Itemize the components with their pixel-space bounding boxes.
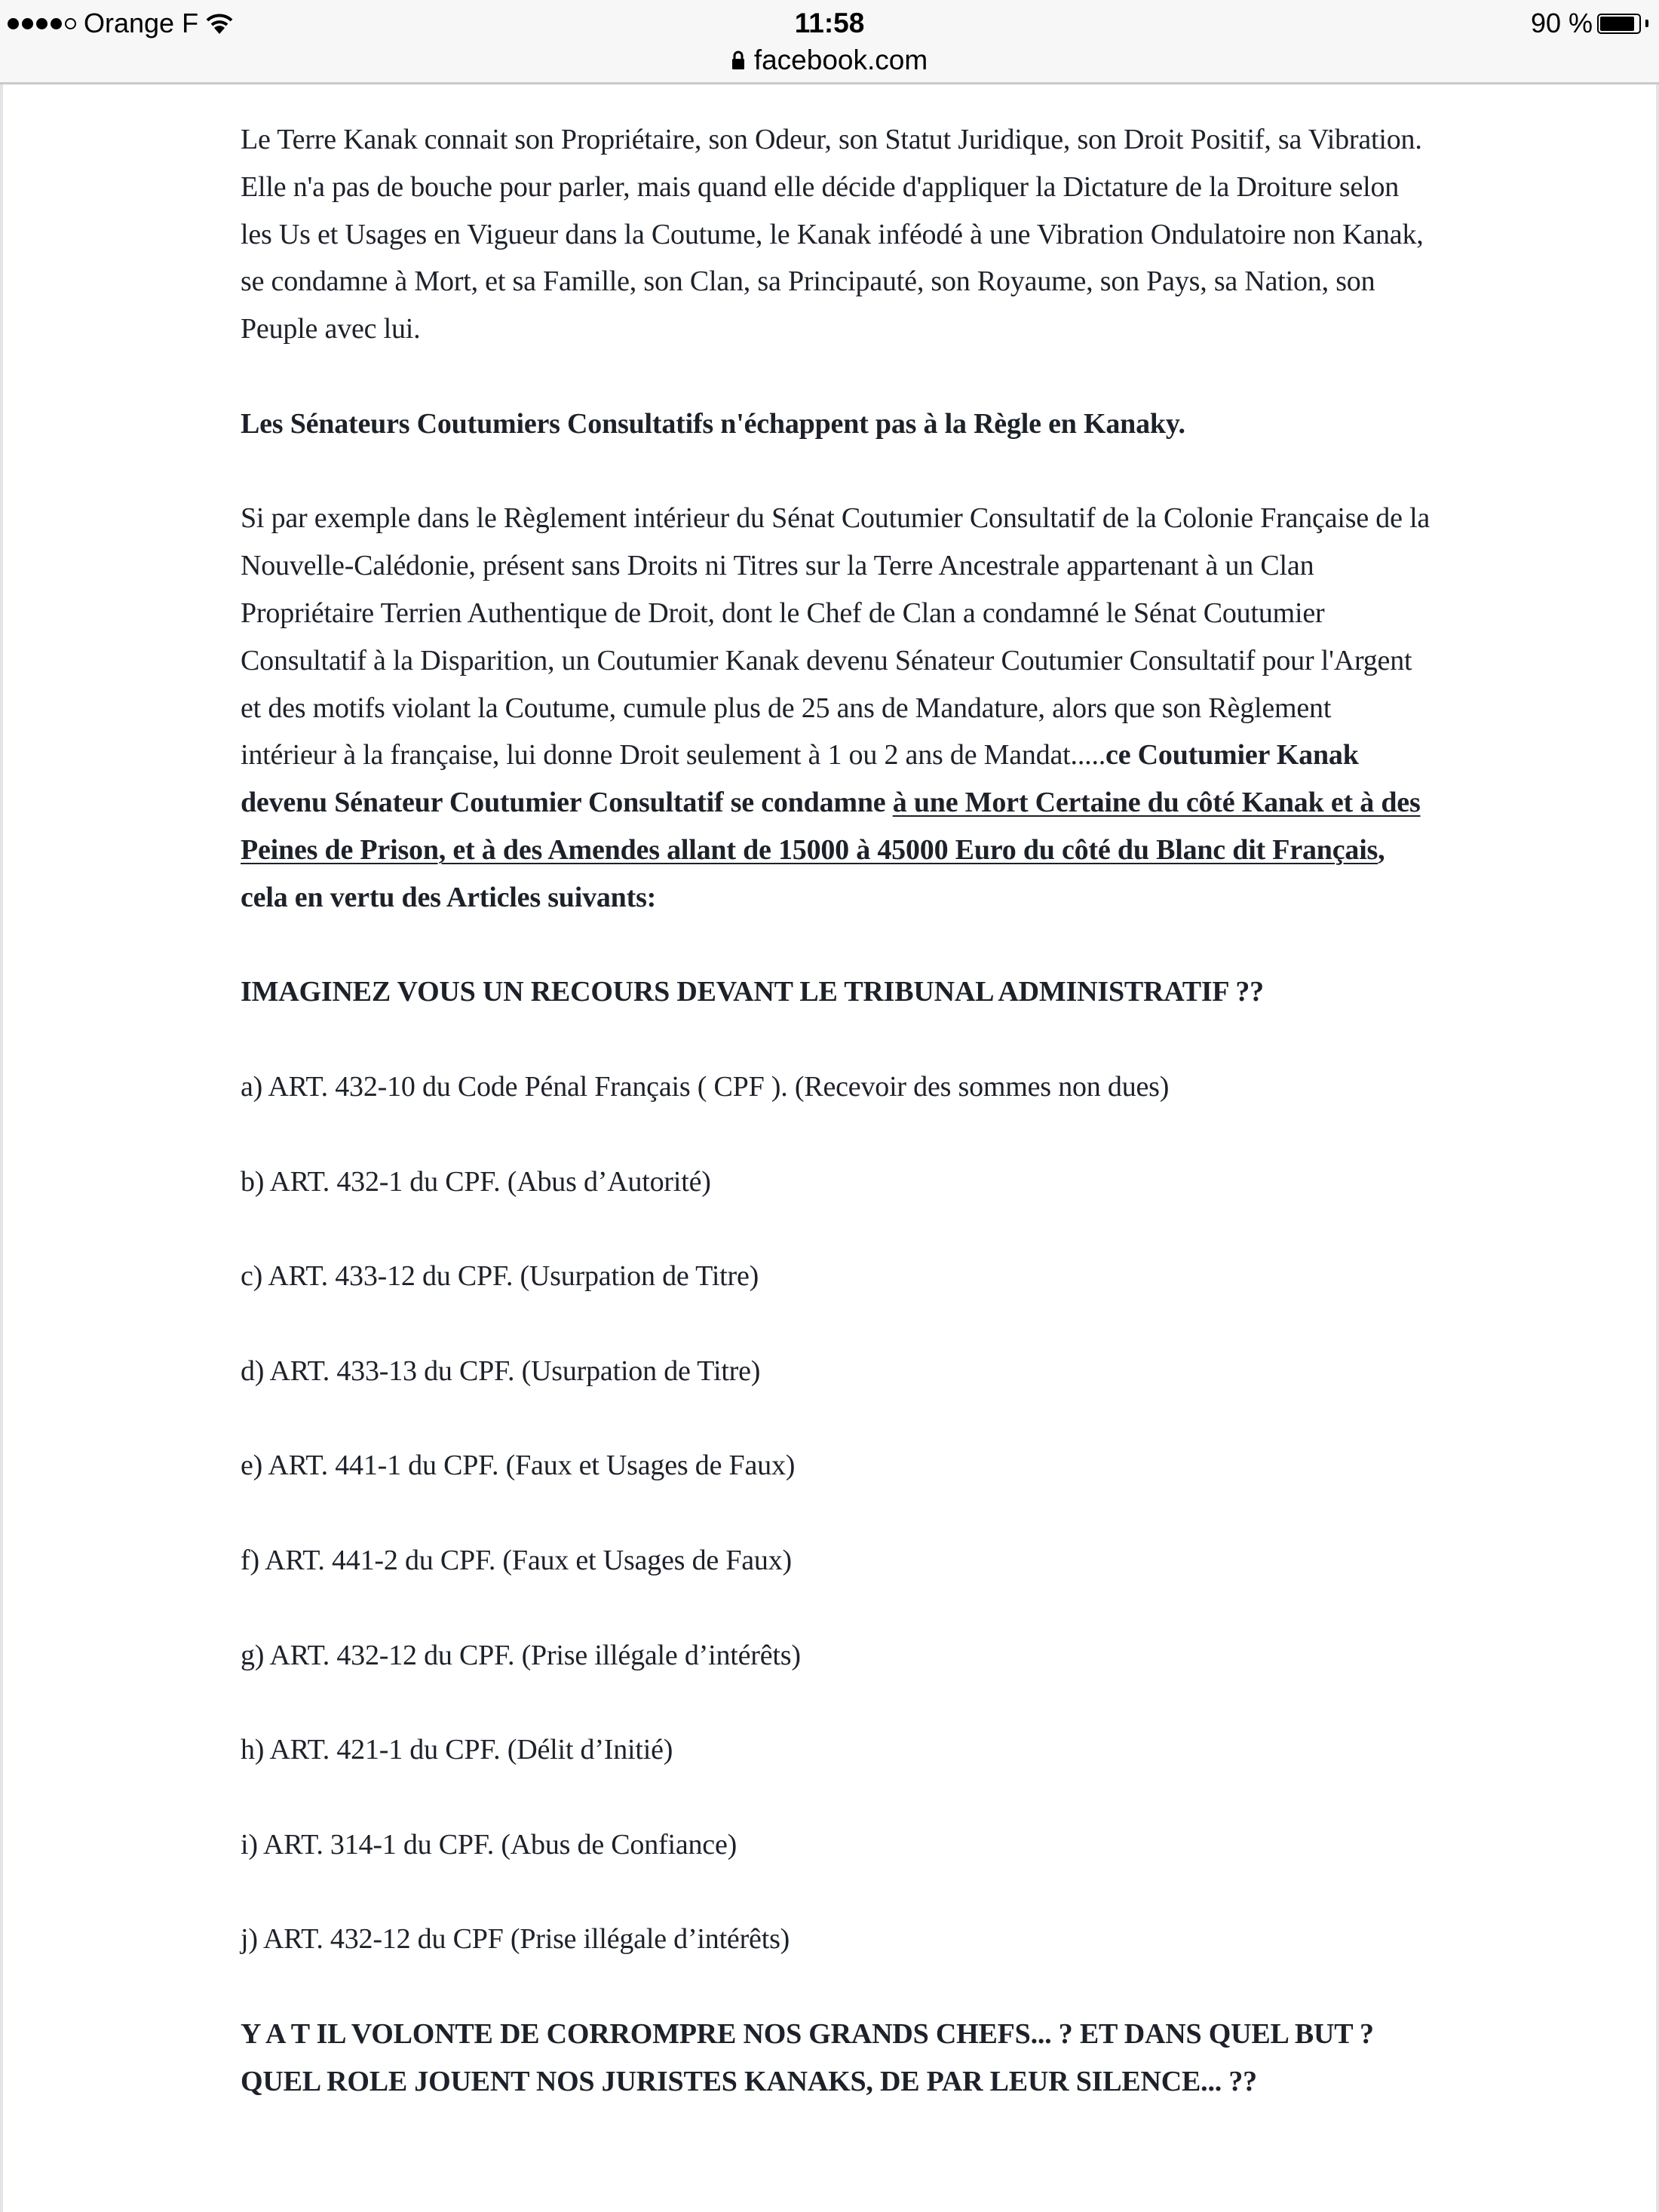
battery-icon xyxy=(1597,14,1641,34)
list-item: i) ART. 314-1 du CPF. (Abus de Confiance) xyxy=(241,1828,738,1861)
battery-tip xyxy=(1645,20,1648,27)
list-item: j) ART. 432-12 du CPF (Prise illégale d’intérêts) xyxy=(241,1923,790,1956)
heading-tribunal xyxy=(241,968,1432,1016)
paragraph-land: Le Terre Kanak connait son Propriétaire, son Odeur, son Statut Juridique, son Droit Positif, sa Vibration. Elle n'a pas de bouche pour parler, mais quand elle décide d'appliquer la Dictature de la Droiture selon les Us et Usages en Vigueur dans la Coutume, le Kanak inféodé à une Vibration Ondulatoire non Kanak, se condamne à Mort, et sa Famille, son Clan, sa Principauté, son Royaume, son Pays, sa Nation, son Peuple avec lui. xyxy=(241,124,1424,345)
heading-senators xyxy=(241,400,1432,448)
ios-status-bar xyxy=(0,0,1659,84)
address-bar[interactable] xyxy=(0,44,1659,77)
articles-list xyxy=(241,1063,1432,1963)
heading-question xyxy=(241,2011,1432,2106)
list-item: g) ART. 432-12 du CPF. (Prise illégale d’intérêts) xyxy=(241,1639,801,1671)
list-item: e) ART. 441-1 du CPF. (Faux et Usages de Faux) xyxy=(241,1450,796,1482)
heading-question-text: Y A T IL VOLONTE DE CORROMPRE NOS GRANDS CHEFS... ? ET DANS QUEL BUT ? QUEL ROLE JOUENT NOS JURISTES KANAKS, DE PAR LEUR SILENCE... ?? xyxy=(241,2017,1374,2097)
bold-condemnation: ce Coutumier Kanak devenu Sénateur Coutumier Consultatif se condamne xyxy=(241,739,1359,819)
battery-percent: 90 % xyxy=(1530,8,1593,38)
paragraph-example-text: Si par exemple dans le Règlement intérieur du Sénat Coutumier Consultatif de la Colonie Française de la Nouvelle-Calédonie, présent sans Droits ni Titres sur la Terre Ancestrale appartenant à un Clan Propriétaire Terrien Authentique de Droit, dont le Chef de Clan a condamné le Sénat Coutumier Consultatif à la Disparition, un Coutumier Kanak devenu Sénateur Coutumier Consultatif pour l'Argent et des motifs violant la Coutume, cumule plus de 25 ans de Mandature, alors que son Règlement intérieur à la française, lui donne Droit seulement à 1 ou 2 ans de Mandat..... xyxy=(241,502,1431,772)
battery-level-fill xyxy=(1600,17,1634,31)
lock-icon xyxy=(731,51,745,70)
list-item: a) ART. 432-10 du Code Pénal Français ( CPF ). (Recevoir des sommes non dues) xyxy=(241,1070,1170,1103)
underlined-penalties: à une Mort Certaine du côté Kanak et à des Peines de Prison, et à des Amendes allant de 15000 à 45000 Euro du côté du Blanc dit Français xyxy=(241,787,1421,866)
list-item: h) ART. 421-1 du CPF. (Délit d’Initié) xyxy=(241,1734,673,1766)
list-item: f) ART. 441-2 du CPF. (Faux et Usages de Faux) xyxy=(241,1544,792,1576)
carrier-name: Orange F xyxy=(84,8,199,38)
battery-status xyxy=(1531,5,1648,42)
article-body xyxy=(241,116,1432,2152)
list-item: c) ART. 433-12 du CPF. (Usurpation de Titre) xyxy=(241,1260,759,1293)
heading-senators-text: Les Sénateurs Coutumiers Consultatifs n'échappent pas à la Règle en Kanaky. xyxy=(241,407,1185,440)
web-page xyxy=(0,84,1659,2212)
clock: 11:58 xyxy=(794,8,865,38)
bold-articles-intro: , cela en vertu des Articles suivants: xyxy=(241,833,1385,913)
list-item: b) ART. 432-1 du CPF. (Abus d’Autorité) xyxy=(241,1165,711,1198)
list-item: d) ART. 433-13 du CPF. (Usurpation de Titre) xyxy=(241,1355,761,1387)
url-text[interactable]: facebook.com xyxy=(753,44,928,75)
paragraph-example xyxy=(241,495,1432,921)
heading-tribunal-text: IMAGINEZ VOUS UN RECOURS DEVANT LE TRIBUNAL ADMINISTRATIF ?? xyxy=(241,976,1264,1008)
